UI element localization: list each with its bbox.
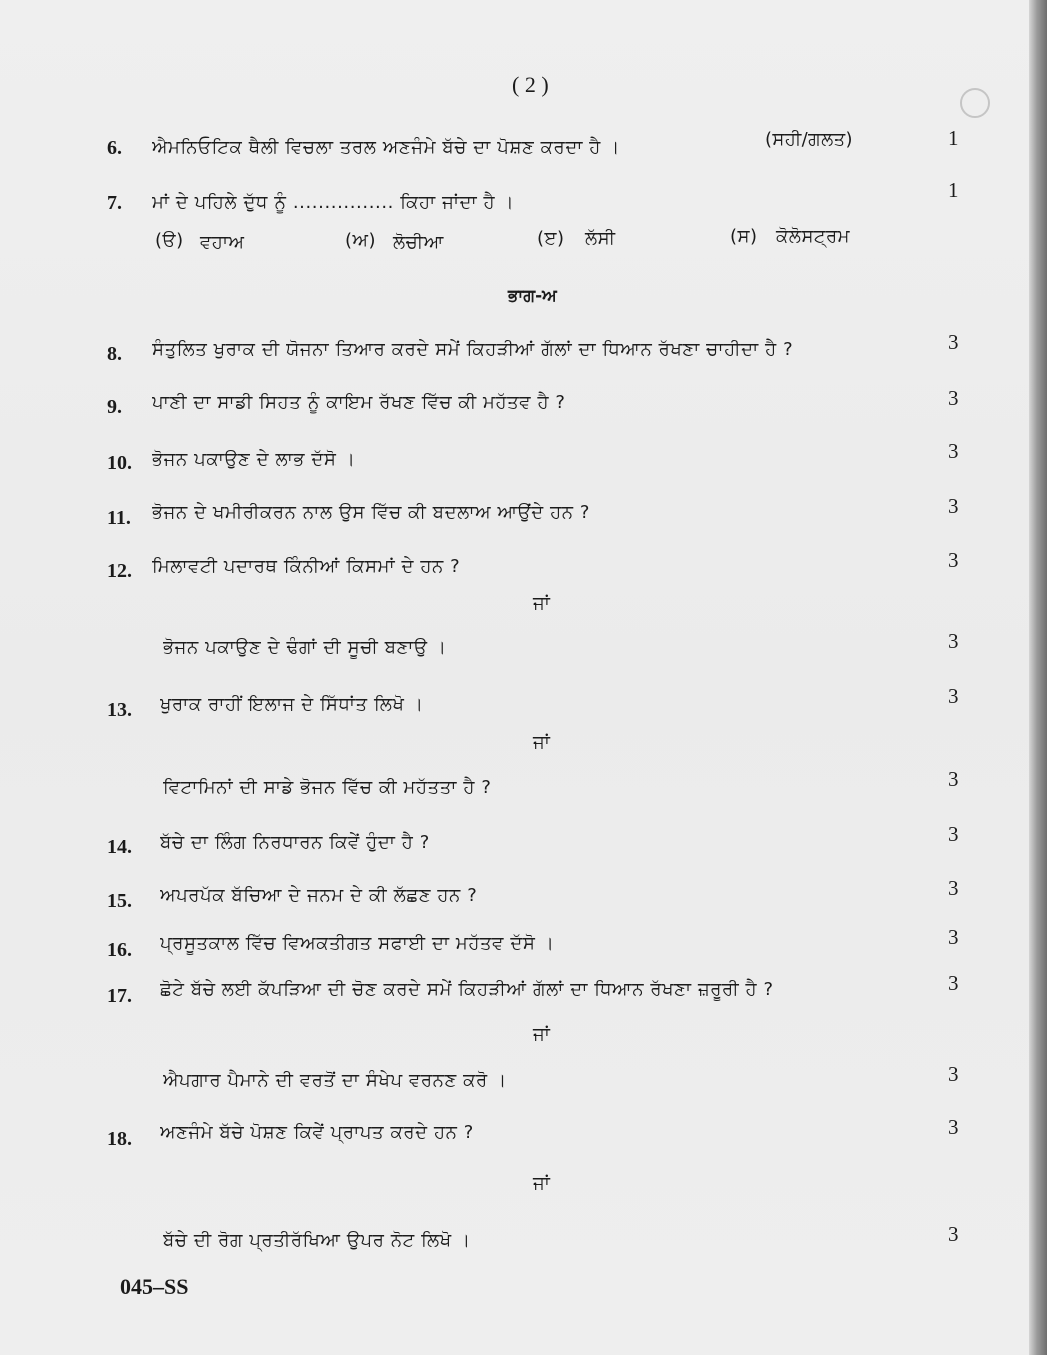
or-label: ਜਾਂ	[533, 1173, 550, 1194]
paper-code: 045–SS	[120, 1274, 189, 1299]
question-marks: 3	[948, 876, 959, 900]
question-number: 13.	[107, 699, 132, 721]
option-text: ਲੱਸੀ	[585, 228, 616, 249]
page-number: ( 2 )	[512, 72, 549, 97]
question-number: 18.	[107, 1128, 132, 1150]
question-marks: 3	[948, 439, 959, 463]
question-marks: 3	[948, 822, 959, 846]
question-marks: 3	[948, 971, 959, 995]
or-label: ਜਾਂ	[533, 593, 550, 614]
question-number: 15.	[107, 890, 132, 912]
question-number: 12.	[107, 560, 132, 582]
option-label: (ੳ)	[155, 230, 184, 251]
question-marks: 3	[948, 1115, 959, 1139]
alternative-question-text: ਬੱਚੇ ਦੀ ਰੋਗ ਪ੍ਰਤੀਰੱਖਿਆ ਉਪਰ ਨੋਟ ਲਿਖੋ ।	[163, 1230, 471, 1251]
question-number: 16.	[107, 939, 132, 961]
question-marks: 3	[948, 684, 959, 708]
or-label: ਜਾਂ	[533, 1024, 550, 1045]
question-text: ਅਪਰਪੱਕ ਬੱਚਿਆ ਦੇ ਜਨਮ ਦੇ ਕੀ ਲੱਛਣ ਹਨ ?	[160, 885, 478, 906]
question-marks: 3	[948, 330, 959, 354]
alternative-question-text: ਐਪਗਾਰ ਪੈਮਾਨੇ ਦੀ ਵਰਤੋਂ ਦਾ ਸੰਖੇਪ ਵਰਨਣ ਕਰੋ ।	[163, 1070, 507, 1091]
option-label: (ਅ)	[345, 230, 377, 251]
alternative-question-text: ਵਿਟਾਮਿਨਾਂ ਦੀ ਸਾਡੇ ਭੋਜਨ ਵਿੱਚ ਕੀ ਮਹੱਤਤਾ ਹੈ ?	[163, 777, 492, 798]
question-text: ਬੱਚੇ ਦਾ ਲਿੰਗ ਨਿਰਧਾਰਨ ਕਿਵੇਂ ਹੁੰਦਾ ਹੈ ?	[160, 832, 430, 853]
question-marks: 3	[948, 925, 959, 949]
question-marks: 3	[948, 548, 959, 572]
question-marks: 3	[948, 494, 959, 518]
question-text: ਪ੍ਰਸੂਤਕਾਲ ਵਿੱਚ ਵਿਅਕਤੀਗਤ ਸਫਾਈ ਦਾ ਮਹੱਤਵ ਦੱਸੋ ।	[160, 933, 555, 954]
alternative-question-marks: 3	[948, 1062, 959, 1086]
option-text: ਕੋਲੋਸਟ੍ਰਮ	[776, 226, 850, 247]
or-label: ਜਾਂ	[533, 732, 550, 753]
question-text: ਅਣਜੰਮੇ ਬੱਚੇ ਪੋਸ਼ਣ ਕਿਵੇਂ ਪ੍ਰਾਪਤ ਕਰਦੇ ਹਨ ?	[160, 1122, 474, 1143]
question-number: 14.	[107, 836, 132, 858]
question-number: 9.	[107, 396, 122, 418]
question-number: 17.	[107, 985, 132, 1007]
question-text: ਸੰਤੁਲਿਤ ਖੁਰਾਕ ਦੀ ਯੋਜਨਾ ਤਿਆਰ ਕਰਦੇ ਸਮੇਂ ਕਿਹੜੀਆਂ ਗੱਲਾਂ ਦਾ ਧਿਆਨ ਰੱਖਣਾ ਚਾਹੀਦਾ ਹੈ ?	[152, 339, 794, 360]
question-number: 6.	[107, 137, 122, 159]
question-marks: 1	[948, 126, 959, 150]
option-text: ਵਹਾਅ	[200, 232, 245, 253]
section-title: ਭਾਗ-ਅ	[508, 286, 557, 306]
question-text: ਮਾਂ ਦੇ ਪਹਿਲੇ ਦੁੱਧ ਨੂੰ ................ ਕਿਹਾ ਜਾਂਦਾ ਹੈ ।	[152, 192, 515, 213]
scan-edge	[1029, 0, 1047, 1355]
question-number: 11.	[107, 507, 131, 529]
question-text: ਐਮਨਿਓਟਿਕ ਥੈਲੀ ਵਿਚਲਾ ਤਰਲ ਅਣਜੰਮੇ ਬੱਚੇ ਦਾ ਪੋਸ਼ਣ ਕਰਦਾ ਹੈ ।	[152, 137, 621, 158]
option-text: ਲੋਚੀਆ	[393, 232, 444, 253]
question-number: 10.	[107, 452, 132, 474]
option-label: (ੲ)	[537, 228, 565, 249]
alternative-question-text: ਭੋਜਨ ਪਕਾਉਣ ਦੇ ਢੰਗਾਂ ਦੀ ਸੂਚੀ ਬਣਾਉ ।	[163, 637, 447, 658]
alternative-question-marks: 3	[948, 767, 959, 791]
alternative-question-marks: 3	[948, 629, 959, 653]
option-label: (ਸ)	[730, 226, 758, 247]
alternative-question-marks: 3	[948, 1222, 959, 1246]
scan-smudge	[960, 88, 990, 118]
question-text: ਭੋਜਨ ਦੇ ਖਮੀਰੀਕਰਨ ਨਾਲ ਉਸ ਵਿੱਚ ਕੀ ਬਦਲਾਅ ਆਉਂਦੇ ਹਨ ?	[152, 502, 591, 523]
question-number: 8.	[107, 343, 122, 365]
question-number: 7.	[107, 192, 122, 214]
question-text: ਭੋਜਨ ਪਕਾਉਣ ਦੇ ਲਾਭ ਦੱਸੋ ।	[152, 449, 356, 470]
answer-type-label: (ਸਹੀ/ਗਲਤ)	[765, 129, 853, 150]
question-text: ਮਿਲਾਵਟੀ ਪਦਾਰਥ ਕਿੰਨੀਆਂ ਕਿਸਮਾਂ ਦੇ ਹਨ ?	[152, 556, 461, 577]
question-text: ਪਾਣੀ ਦਾ ਸਾਡੀ ਸਿਹਤ ਨੂੰ ਕਾਇਮ ਰੱਖਣ ਵਿੱਚ ਕੀ ਮਹੱਤਵ ਹੈ ?	[152, 392, 566, 413]
question-marks: 3	[948, 386, 959, 410]
question-text: ਖੁਰਾਕ ਰਾਹੀਂ ਇਲਾਜ ਦੇ ਸਿੱਧਾਂਤ ਲਿਖੋ ।	[160, 694, 424, 715]
question-marks: 1	[948, 178, 959, 202]
question-text: ਛੋਟੇ ਬੱਚੇ ਲਈ ਕੱਪੜਿਆ ਦੀ ਚੋਣ ਕਰਦੇ ਸਮੇਂ ਕਿਹੜੀਆਂ ਗੱਲਾਂ ਦਾ ਧਿਆਨ ਰੱਖਣਾ ਜ਼ਰੂਰੀ ਹੈ ?	[160, 979, 774, 1000]
